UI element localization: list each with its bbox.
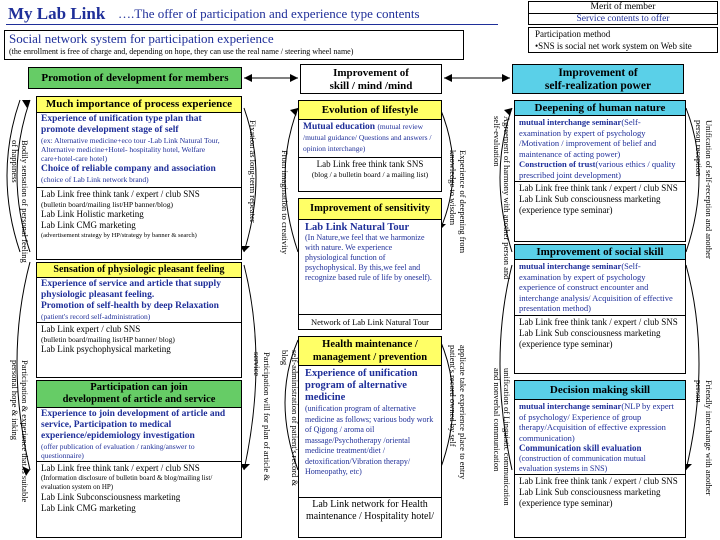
- column-header-right-line1: Improvement of: [558, 67, 638, 79]
- deepening-b1-note: (Self-examination by expert of psychology /Motivation / improvement of belief and maintenance of acting power): [519, 117, 657, 159]
- join-title-line1: Participation can join: [90, 382, 188, 393]
- join-panel: [36, 380, 242, 538]
- decision-b1-note: (NLP by expert of psychology/ Experience of group therapy/Acquisition of effective expression communication): [519, 401, 674, 443]
- process-b2: [41, 164, 237, 186]
- process-s3-note: (advertisement strategy by HP/strategy by banner & search): [41, 232, 197, 239]
- health-title-line2: management / prevention: [312, 352, 428, 363]
- physio-b1: Experience of service and article that supply physiologic pleasant feeling.: [41, 279, 221, 300]
- physio-b2-note: (patient's record self-administration): [41, 312, 151, 321]
- decision-b2: Communication skill evaluation: [519, 443, 642, 453]
- join-title: [36, 380, 242, 408]
- social-b1: mutual interchange seminar: [519, 261, 622, 271]
- process-s1: Lab Link free think tank / expert / club SNS: [41, 189, 200, 199]
- join-b1: Experience to join development of article and service, Participation to medical experience/epidemiology investigation: [41, 409, 226, 441]
- decision-b1: mutual interchange seminar: [519, 401, 622, 411]
- lifestyle-panel: [298, 100, 442, 192]
- middle-left-upper-text: From imagination to creativity: [280, 150, 290, 255]
- social-panel: [514, 244, 686, 374]
- sensitivity-panel: [298, 198, 442, 330]
- column-header-right-line2: self-realization power: [544, 80, 652, 92]
- join-title-line2: development of article and service: [62, 394, 216, 405]
- middle-right-upper-text: Experience of deepening from knowledge to wisdom: [448, 150, 468, 254]
- lifestyle-b1: Mutual education: [303, 122, 376, 132]
- lifestyle-title: Evolution of lifestyle: [298, 100, 442, 120]
- deepening-b1: mutual interchange seminar: [519, 117, 622, 127]
- health-title-line1: Health maintenance /: [322, 339, 418, 350]
- physio-title: Sensation of physiologic pleasant feeling: [36, 262, 242, 278]
- column-header-middle-line2: skill / mind /mind: [329, 80, 413, 92]
- join-s2: Lab Link Subconsciousness marketing: [41, 492, 181, 502]
- page-subtitle: ….The offer of participation and experience type contents: [118, 6, 420, 21]
- sensitivity-s1: Network of Lab Link Natural Tour: [311, 317, 429, 327]
- right-left-upper-text: Agreement of harmony with another person and self-evaluation: [492, 116, 512, 280]
- health-b1: Experience of unification program of alternative medicine: [305, 368, 418, 403]
- right-right-upper-text: Unification of self-reception and another person reception: [694, 120, 714, 259]
- right-left-lower-text: unification of Linguistic communication and nonverbal communication: [492, 368, 512, 506]
- physio-panel: [36, 262, 242, 378]
- social-b1-note: (Self-examination by expert of psychology experience of construct encounter and interchange analysis/ Acquisition of effective presentation method): [519, 261, 673, 313]
- middle-left-lower-text: self-administration of patient's record & blog: [280, 350, 300, 487]
- process-b2-note: (choice of Lab Link network brand): [41, 175, 149, 184]
- process-b2-text: Choice of reliable company and association: [41, 164, 216, 174]
- deepening-b2-note: (various ethics / quality prescribed joint development): [519, 159, 676, 180]
- health-panel: [298, 336, 442, 538]
- physio-s2: Lab Link psychophysical marketing: [41, 344, 171, 354]
- process-b1: Experience of unification type plan that promote development stage of self: [41, 114, 202, 135]
- join-s1: Lab Link free think tank / expert / club SNS: [41, 463, 200, 473]
- health-text: (unification program of alternative medicine as follows; various body work of Qigong / aroma oil massage/Psychotherapy /oriental medicine treatment/diet / detoxification/Vibration therapy/ Homeopathy, etc): [305, 404, 434, 476]
- join-b1-note: (offer publication of evaluation / ranking/answer to questionnaire): [41, 442, 195, 460]
- health-s1: Lab Link network for Health maintenance / Hospitality hotel/: [305, 499, 435, 522]
- deepening-panel: [514, 100, 686, 242]
- physio-s1: Lab Link expert / club SNS: [41, 324, 141, 334]
- column-header-left: Promotion of development for members: [28, 67, 242, 89]
- left-side-lower-text: Participation & experience that is suitable personal hope & inking: [10, 360, 30, 503]
- legend-merit: Merit of member: [590, 2, 656, 12]
- sensitivity-title: Improvement of sensitivity: [298, 198, 442, 220]
- deepening-title: Deepening of human nature: [514, 100, 686, 116]
- deepening-b2: Construction of trust: [519, 159, 596, 169]
- left-side-upper-text: Bodily sensation of personal feeling of happiness: [10, 140, 30, 263]
- decision-b2-note: (construction of communication mutual evaluation systems in SNS): [519, 454, 646, 473]
- middle-right-lower-text: applicate take experience place to entry patient's record owned by self: [448, 345, 468, 480]
- legend-method-title: Participation method: [535, 29, 611, 39]
- page-title: My Lab Link: [8, 4, 106, 23]
- process-b1-note: (ex: Alternative medicine+eco tour -Lab Link Natural Tour, Alternative medicine+Hotel- hospitality hotel, Welfare care+hotel-care hotel): [41, 136, 220, 163]
- social-s1: Lab Link free think tank / expert / club SNS: [519, 316, 678, 327]
- process-s3: Lab Link CMG marketing: [41, 220, 136, 230]
- decision-s2: Lab Link Sub consciousness marketing (experience type seminar): [519, 487, 661, 508]
- sns-title: Social network system for participation experience: [9, 31, 274, 46]
- legend-method-text: •SNS is social net work system on Web site: [535, 41, 692, 51]
- join-s1-note: (Information disclosure of bulletin board & blog/mailing list/ evaluation system on HP): [41, 474, 213, 491]
- physio-b2: Promotion of self-health by deep Relaxation: [41, 301, 219, 311]
- deepening-s1: Lab Link free think tank / expert / club SNS: [519, 183, 678, 193]
- lifestyle-b1-note: (mutual review /mutual guidance/ Questions and answers / opinion interchange): [303, 122, 432, 153]
- sensitivity-b1: Lab Link Natural Tour: [305, 222, 410, 233]
- column-header-middle-line1: Improvement of: [333, 67, 409, 79]
- decision-panel: [514, 380, 686, 538]
- lifestyle-s1: Lab Link free think tank SNS: [316, 159, 424, 169]
- legend-service: Service contents to offer: [529, 13, 717, 25]
- join-s3: Lab Link CMG marketing: [41, 503, 136, 513]
- process-s1-note: (bulletin board/mailing list/HP banner/blog): [41, 200, 173, 209]
- social-title: Improvement of social skill: [514, 244, 686, 260]
- left-inner-upper-text: Fixation as long-term repeater: [248, 120, 258, 223]
- sensitivity-text: (In Nature,we feel that we harmonize with nature. We experience physiological function of psychophysical. By this,we feel and recognize based rule of life by oneself).: [305, 233, 432, 282]
- deepening-s2: Lab Link Sub consciousness marketing (experience type seminar): [519, 194, 661, 215]
- process-s2: Lab Link Holistic marketing: [41, 209, 144, 219]
- decision-s1: Lab Link free think tank / expert / club SNS: [519, 476, 678, 486]
- physio-s1-note: (bulletin board/mailing list/HP banner/ blog): [41, 335, 175, 344]
- decision-title: Decision making skill: [514, 380, 686, 400]
- process-title: Much importance of process experience: [36, 96, 242, 113]
- health-title: [298, 336, 442, 366]
- process-panel: [36, 96, 242, 260]
- sns-note: (the enrollment is free of charge and, depending on hope, they can use the real name / steering wheel name): [9, 47, 354, 56]
- lifestyle-s1-note: (blog / a bulletin board / a mailing list): [311, 170, 429, 179]
- left-inner-lower-text: Participation will for plan of article & service: [252, 352, 272, 481]
- right-right-lower-text: Friendly interchange with another person: [694, 380, 714, 496]
- social-s2: Lab Link Sub consciousness marketing (experience type seminar): [519, 327, 661, 349]
